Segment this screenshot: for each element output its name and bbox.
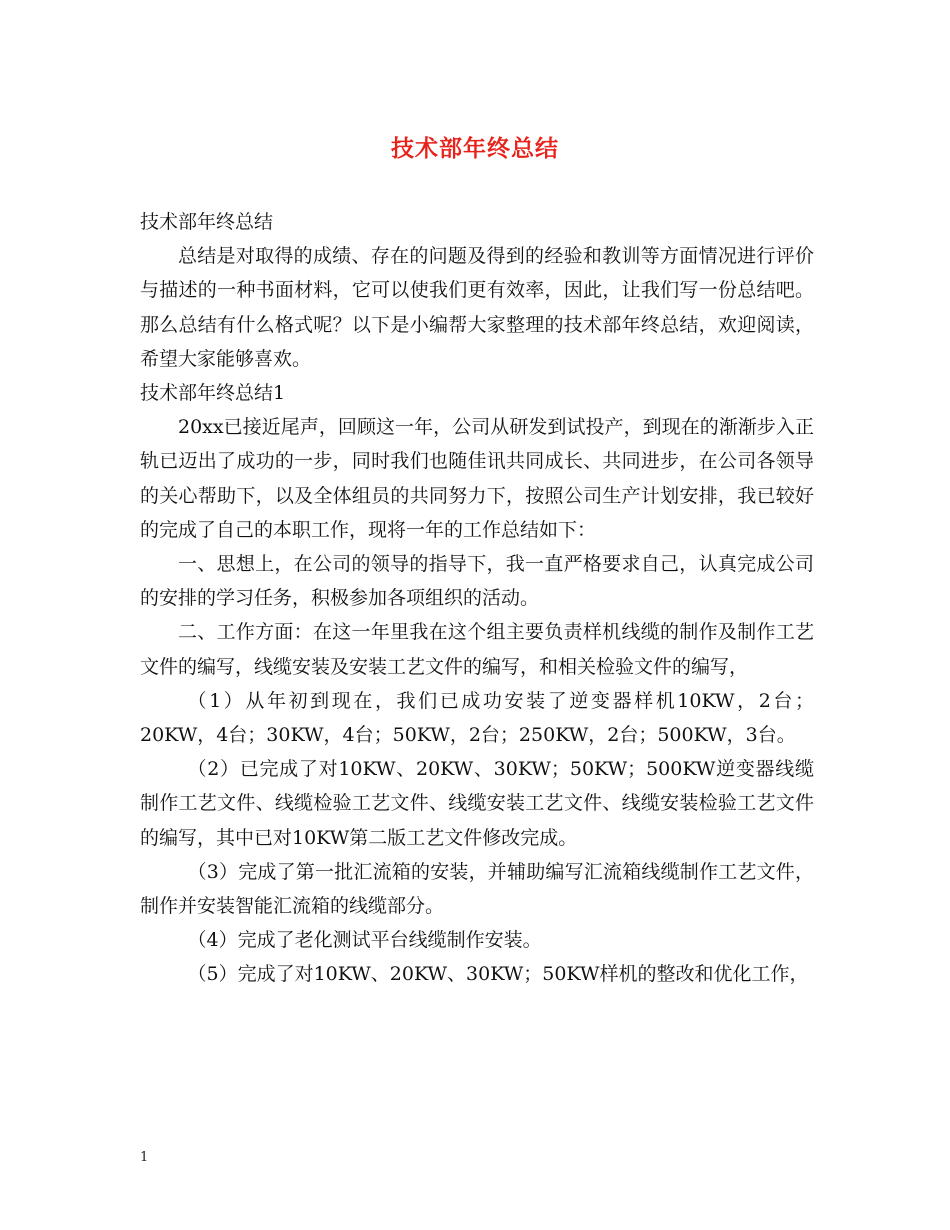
page-number: 1	[140, 1150, 149, 1165]
document-body	[140, 205, 814, 992]
section-heading: 技术部年终总结1	[140, 382, 286, 405]
section-heading: 技术部年终总结	[140, 211, 274, 233]
body-paragraph: 20xx已接近尾声，回顾这一年，公司从研发到试投产，到现在的渐渐步入正轨已迈出了成功的一步，同时我们也随佳讯共同成长、共同进步，在公司各领导的关心帮助下，以及全体组员的共同努力下，按照公司生产计划安排，我已较好的完成了自己的本职工作，现将一年的工作总结如下：	[140, 416, 814, 541]
intro-paragraph: 总结是对取得的成绩、存在的问题及得到的经验和教训等方面情况进行评价与描述的一种书面材料，它可以使我们更有效率，因此，让我们写一份总结吧。那么总结有什么格式呢？以下是小编帮大家整理的技术部年终总结，欢迎阅读，希望大家能够喜欢。	[140, 245, 814, 370]
list-item: （5）完成了对10KW、20KW、30KW；50KW样机的整改和优化工作，	[187, 963, 809, 986]
body-paragraph: 一、思想上，在公司的领导的指导下，我一直严格要求自己，认真完成公司的安排的学习任务，积极参加各项组织的活动。	[140, 553, 814, 610]
document-title: 技术部年终总结	[391, 135, 559, 162]
list-item: （1）从年初到现在，我们已成功安装了逆变器样机10KW，2台；20KW，4台；30KW，4台；50KW，2台；250KW，2台；500KW，3台。	[140, 689, 814, 747]
list-item: （4）完成了老化测试平台线缆制作安装。	[187, 929, 542, 952]
body-paragraph: 二、工作方面：在这一年里我在这个组主要负责样机线缆的制作及制作工艺文件的编写，线缆安装及安装工艺文件的编写，和相关检验文件的编写，	[140, 621, 814, 678]
list-item: （2）已完成了对10KW、20KW、30KW；50KW；500KW逆变器线缆制作工艺文件、线缆检验工艺文件、线缆安装工艺文件、线缆安装检验工艺文件的编写，其中已对10KW第二版工艺文件修改完成。	[140, 758, 814, 849]
list-item: （3）完成了第一批汇流箱的安装，并辅助编写汇流箱线缆制作工艺文件，制作并安装智能汇流箱的线缆部分。	[140, 860, 814, 918]
